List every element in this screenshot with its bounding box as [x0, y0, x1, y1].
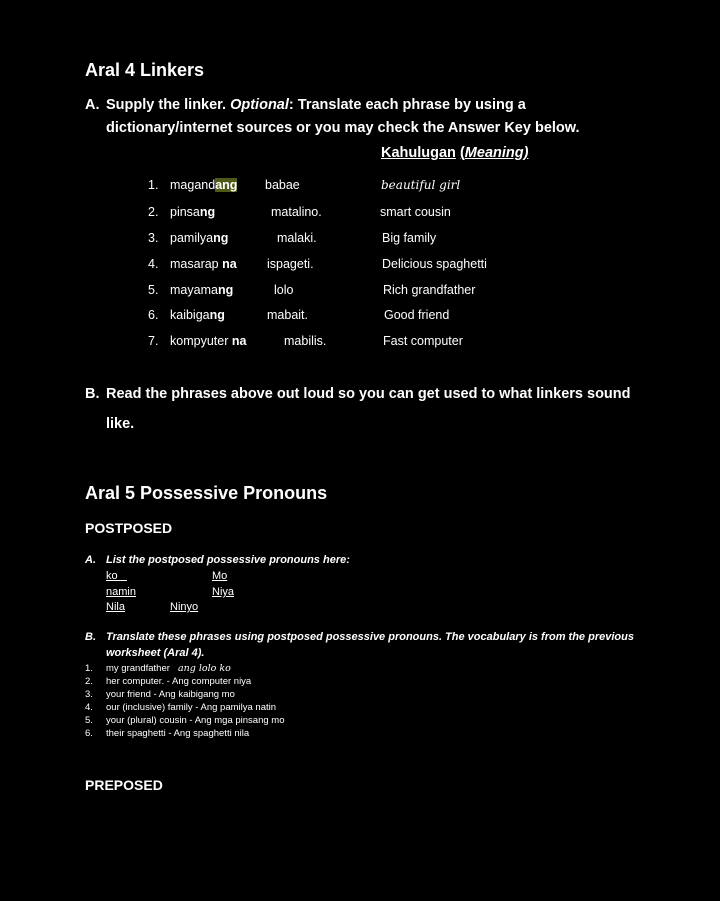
translation-number: 1.: [85, 663, 93, 674]
item-meaning: smart cousin: [380, 205, 451, 219]
item-number: 4.: [148, 257, 159, 271]
translation-item: [0, 728, 720, 741]
translation-number: 6.: [85, 728, 93, 739]
item-adjective: [170, 283, 233, 297]
aral5-a-marker: A.: [85, 554, 96, 566]
aral4-a-instruction-line1: [106, 97, 526, 113]
adjective-base: magand: [170, 178, 216, 192]
kahulugan-label: Kahulugan: [381, 145, 456, 161]
linker: na: [231, 334, 247, 348]
adjective-base: kompyuter: [170, 334, 232, 348]
translation-text: your (plural) cousin - Ang mga pinsang mo: [106, 715, 285, 726]
item-adjective: [170, 205, 215, 219]
adjective-base: mayama: [170, 283, 218, 297]
item-number: 7.: [148, 334, 159, 348]
aral4-a-marker: A.: [85, 97, 100, 113]
item-number: 2.: [148, 205, 159, 219]
translation-item: [0, 689, 720, 702]
linker: ng: [217, 283, 234, 297]
translation-number: 2.: [85, 676, 93, 687]
handwritten-answer: ang lolo ko: [178, 663, 231, 674]
linker: ng: [209, 308, 225, 322]
linker-item: [0, 231, 720, 251]
optional-label: Optional: [230, 97, 289, 113]
adjective-base: kaibiga: [170, 308, 210, 322]
item-noun: babae: [265, 178, 300, 192]
translation-text: our (inclusive) family - Ang pamilya natin: [106, 702, 277, 713]
item-number: 3.: [148, 231, 159, 245]
meaning-label: Meaning): [464, 145, 529, 161]
item-meaning: Big family: [382, 231, 437, 245]
adjective-base: masarap: [170, 257, 223, 271]
linker-item: [0, 257, 720, 277]
translation-item: [0, 676, 720, 689]
pronoun-mo: Mo: [212, 570, 228, 582]
pronoun-nila: Nila: [106, 601, 125, 613]
item-number: 5.: [148, 283, 159, 297]
item-adjective: [170, 178, 237, 192]
instruction-text: Supply the linker.: [106, 97, 231, 113]
linker-item: [0, 178, 720, 198]
pronoun-namin: namin: [106, 586, 136, 598]
item-noun: matalino.: [271, 205, 322, 219]
aral5-b-marker: B.: [85, 631, 96, 643]
linker-item: [0, 283, 720, 303]
pronoun-niya: Niya: [212, 586, 235, 598]
item-meaning: beautiful girl: [381, 178, 461, 192]
translation-item: [0, 702, 720, 715]
postposed-heading: POSTPOSED: [85, 520, 173, 536]
translation-text: her computer. - Ang computer niya: [106, 676, 252, 687]
linker-item: [0, 308, 720, 328]
meaning-column-header: [381, 145, 528, 161]
translation-text: their spaghetti - Ang spaghetti nila: [106, 728, 250, 739]
linker: na: [222, 257, 237, 271]
item-noun: mabait.: [267, 308, 308, 322]
aral4-a-instruction-line2: dictionary/internet sources or you may check the Answer Key below.: [106, 120, 580, 136]
linker-item: [0, 205, 720, 225]
aral5-title: Aral 5 Possessive Pronouns: [85, 483, 328, 503]
aral4-b-line1: Read the phrases above out loud so you can get used to what linkers sound: [106, 386, 631, 402]
item-adjective: [170, 257, 237, 271]
item-number: 6.: [148, 308, 159, 322]
aral5-b-line1: Translate these phrases using postposed possessive pronouns. The vocabulary is from the previous: [106, 631, 634, 643]
item-noun: ispageti.: [267, 257, 314, 271]
item-meaning: Delicious spaghetti: [382, 257, 487, 271]
translation-text: your friend - Ang kaibigang mo: [106, 689, 235, 700]
pronoun-ko: ko: [106, 570, 118, 582]
item-noun: mabilis.: [284, 334, 327, 348]
item-noun: lolo: [274, 283, 294, 297]
instruction-text-rest: : Translate each phrase by using a: [288, 97, 526, 113]
aral5-b-line2: worksheet (Aral 4).: [106, 647, 205, 659]
adjective-base: pinsa: [170, 205, 200, 219]
meaning-open-paren: (: [459, 145, 465, 161]
linker: ang: [215, 178, 238, 192]
adjective-base: pamilya: [170, 231, 214, 245]
aral4-b-line2: like.: [106, 416, 135, 432]
pronoun-ko-underline: [106, 580, 127, 581]
linker: ng: [213, 231, 229, 245]
item-noun: malaki.: [277, 231, 317, 245]
item-meaning: Rich grandfather: [383, 283, 476, 297]
translation-number: 5.: [85, 715, 93, 726]
translation-number: 4.: [85, 702, 93, 713]
pronoun-ninyo: Ninyo: [170, 601, 199, 613]
translation-item: [0, 715, 720, 728]
translation-number: 3.: [85, 689, 93, 700]
item-adjective: [170, 231, 228, 245]
aral4-title: Aral 4 Linkers: [85, 60, 205, 80]
item-adjective: [170, 308, 225, 322]
aral5-a-prompt: List the postposed possessive pronouns here:: [106, 554, 350, 566]
item-meaning: Fast computer: [383, 334, 463, 348]
linker: ng: [199, 205, 216, 219]
item-number: 1.: [148, 178, 159, 192]
item-adjective: [170, 334, 246, 348]
aral4-b-marker: B.: [85, 386, 100, 402]
translation-text: my grandfather: [106, 663, 170, 674]
translation-item: [0, 663, 720, 676]
linker-item: [0, 334, 720, 354]
item-meaning: Good friend: [384, 308, 450, 322]
preposed-heading: PREPOSED: [85, 777, 163, 793]
